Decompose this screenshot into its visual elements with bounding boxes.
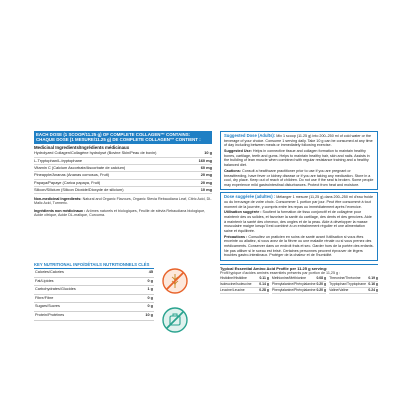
ingredient-row: Papaya/Papaye (Carica papaya, Fruit) 20 mg: [34, 180, 212, 187]
key-row: Carbohydrates/Glucides 1 g: [34, 286, 154, 295]
amino-acid-profile: [220, 264, 378, 294]
ingredient-row: Pineapple/Ananas (Ananas comosus, Fruit) 20 mg: [34, 172, 212, 179]
dose-en: Suggested Dose (Adults): Mix 1 scoop (11.25 g) into 200–250 ml of cold water or the beverage of your choice. Consume 1 serving daily. Take 10 g can be consumed at any time of day including between meals or immediately following exercise.: [224, 133, 373, 148]
ingredient-row: Silicon/Silicium (Silicon Dioxide/Dioxyde de silicium) 10 mg: [34, 187, 212, 194]
ingredient-row: L-Tryptophan/L-tryptophane 160 mg: [34, 158, 212, 165]
key-row: Fibre/Fibre 0 g: [34, 295, 154, 304]
amino-grid: [220, 276, 378, 294]
medicinal-panel: [34, 131, 212, 218]
dose-header: [34, 131, 212, 144]
amino-item: Isoleucine/Isoleucine 0.14 g: [220, 281, 269, 286]
amino-item: Valine/Valine 0.24 g: [329, 287, 378, 292]
key-row: Fat/Lipides 0 g: [34, 278, 154, 287]
medicinal-title: Medicinal Ingredients/Ingrédients médicinaux: [34, 145, 130, 151]
key-row: Protein/Protéines 10 g: [34, 312, 154, 321]
use-fr: Utilisation suggérée : Soutient la formation de tissu conjonctif et de collagène pour maintenir des os solides, et favoriser la santé du cartilage, des dents et des gencives. Aide à maintenir la santé des cheveux, des ongles et de la peau. Aide à développer la masse musculaire maigre lorsqu'il est combiné à un entraînement régulier et une alimentation saine et équilibrée.: [224, 210, 372, 233]
certification-badges: [162, 268, 196, 346]
amino-item: Methionine/Méthionine 0.08 g: [271, 275, 327, 280]
caution-en: Cautions: Consult a healthcare practitioner prior to use if you are pregnant or breastfeeding, have fever or kidney disease or if you are taking any medication. Store in a cool, dry place. Keep out of reach of children. Do not use if the seal is broken. Some people may experience mild gastrointestinal disturbances. Protect from heat and moisture.: [224, 168, 374, 187]
english-directions: [220, 131, 378, 190]
dose-fr: Dose suggérée (adultes) : Mélanger 1 mesure (11,25 g) dans 200–250 ml d'eau froide ou du breuvage de votre choix. Consommer 1 portion par jour. Peut être consommé à tout moment de la journée, y compris entre les repas ou immédiatement après l'exercice.: [224, 194, 374, 209]
key-row: Sugars/Sucres 0 g: [34, 303, 154, 312]
directions-panel: [220, 131, 378, 294]
non-medicinal-en: Non-medicinal Ingredients: Natural and Organic Flavours, Organic Stevia Rebaudiana Leaf, Citric Acid, DI-Malic Acid, Turmeric.: [34, 196, 212, 206]
dose-header-fr: CHAQUE DOSE (1 MESURE/11.25 g) DE COMPLETE COLLAGEN™ CONTIENT :: [36, 137, 201, 143]
french-directions: [220, 192, 378, 261]
gluten-free-icon: [162, 268, 188, 294]
amino-item: Phenylalanine/Phénylalanine 0.20 g: [271, 281, 327, 286]
no-sugar-icon: [162, 307, 188, 333]
amino-item: Threonine/Thréonine 0.19 g: [329, 275, 378, 280]
amino-item: Tryptophan/Tryptophane 0.16 g: [329, 281, 378, 286]
amino-item: Leucine/Leucine 0.28 g: [220, 287, 269, 292]
key-table: [34, 268, 154, 321]
amino-item: Phenylalanine/Phénylalanine 0.20 g: [271, 287, 327, 292]
dose-header-en: EACH DOSE (1 SCOOP/11.25 g) OF COMPLETE COLLAGEN™ CONTAINS:: [36, 132, 191, 137]
non-medicinal-fr: Ingrédients non médicinaux : Arômes naturels et biologiques, Feuille de stévia Rebaudiana biologique, Acide citrique, Acide DL-malique, Curcuma.: [34, 208, 206, 218]
key-row: Calories/Calories 45: [34, 269, 154, 278]
ingredient-row: Hydrolyzed Collagen/Collagène hydrolysé (Bovine Skin/Peau de bovin) 10 g: [34, 150, 212, 157]
caution-fr: Précautions : Consultez un praticien en soins de santé avant l'utilisation si vous êtes enceinte ou allaitez, si vous avez de la fièvre ou une maladie rénale ou si vous prenez des médicaments. Conserver dans un endroit frais et sec. Garder hors de la portée des enfants. Ne pas utiliser si le sceau est brisé. Certaines personnes peuvent éprouver de légers troubles gastro-intestinaux. Protéger de la chaleur et de l'humidité.: [224, 234, 374, 258]
key-title: KEY NUTRITIONAL INFO/DÉTAILS NUTRITIONNELS CLÉS: [34, 262, 150, 267]
amino-item: Histidine/Histidine 0.11 g: [220, 275, 269, 280]
ingredient-list: [34, 150, 212, 194]
ingredient-row: Vitamin C (Calcium Ascorbate/Ascorbate de calcium) 60 mg: [34, 165, 212, 172]
amino-subtitle: Profil typique d'acides aminés essentiels présents par portion de 11,25 g :: [220, 270, 341, 275]
amino-title: Typical Essential Amino Acid Profile per 11.25 g serving:: [220, 265, 328, 271]
key-nutritional-info: [34, 262, 212, 344]
use-en: Suggested Use: Helps in connective tissue and collagen formation to maintain healthy bones, cartilage, teeth and gums. Helps to maintain healthy hair, skin and nails. Assists in the building of lean muscle when combined with regular resistance training and a healthy balanced diet.: [224, 149, 370, 167]
